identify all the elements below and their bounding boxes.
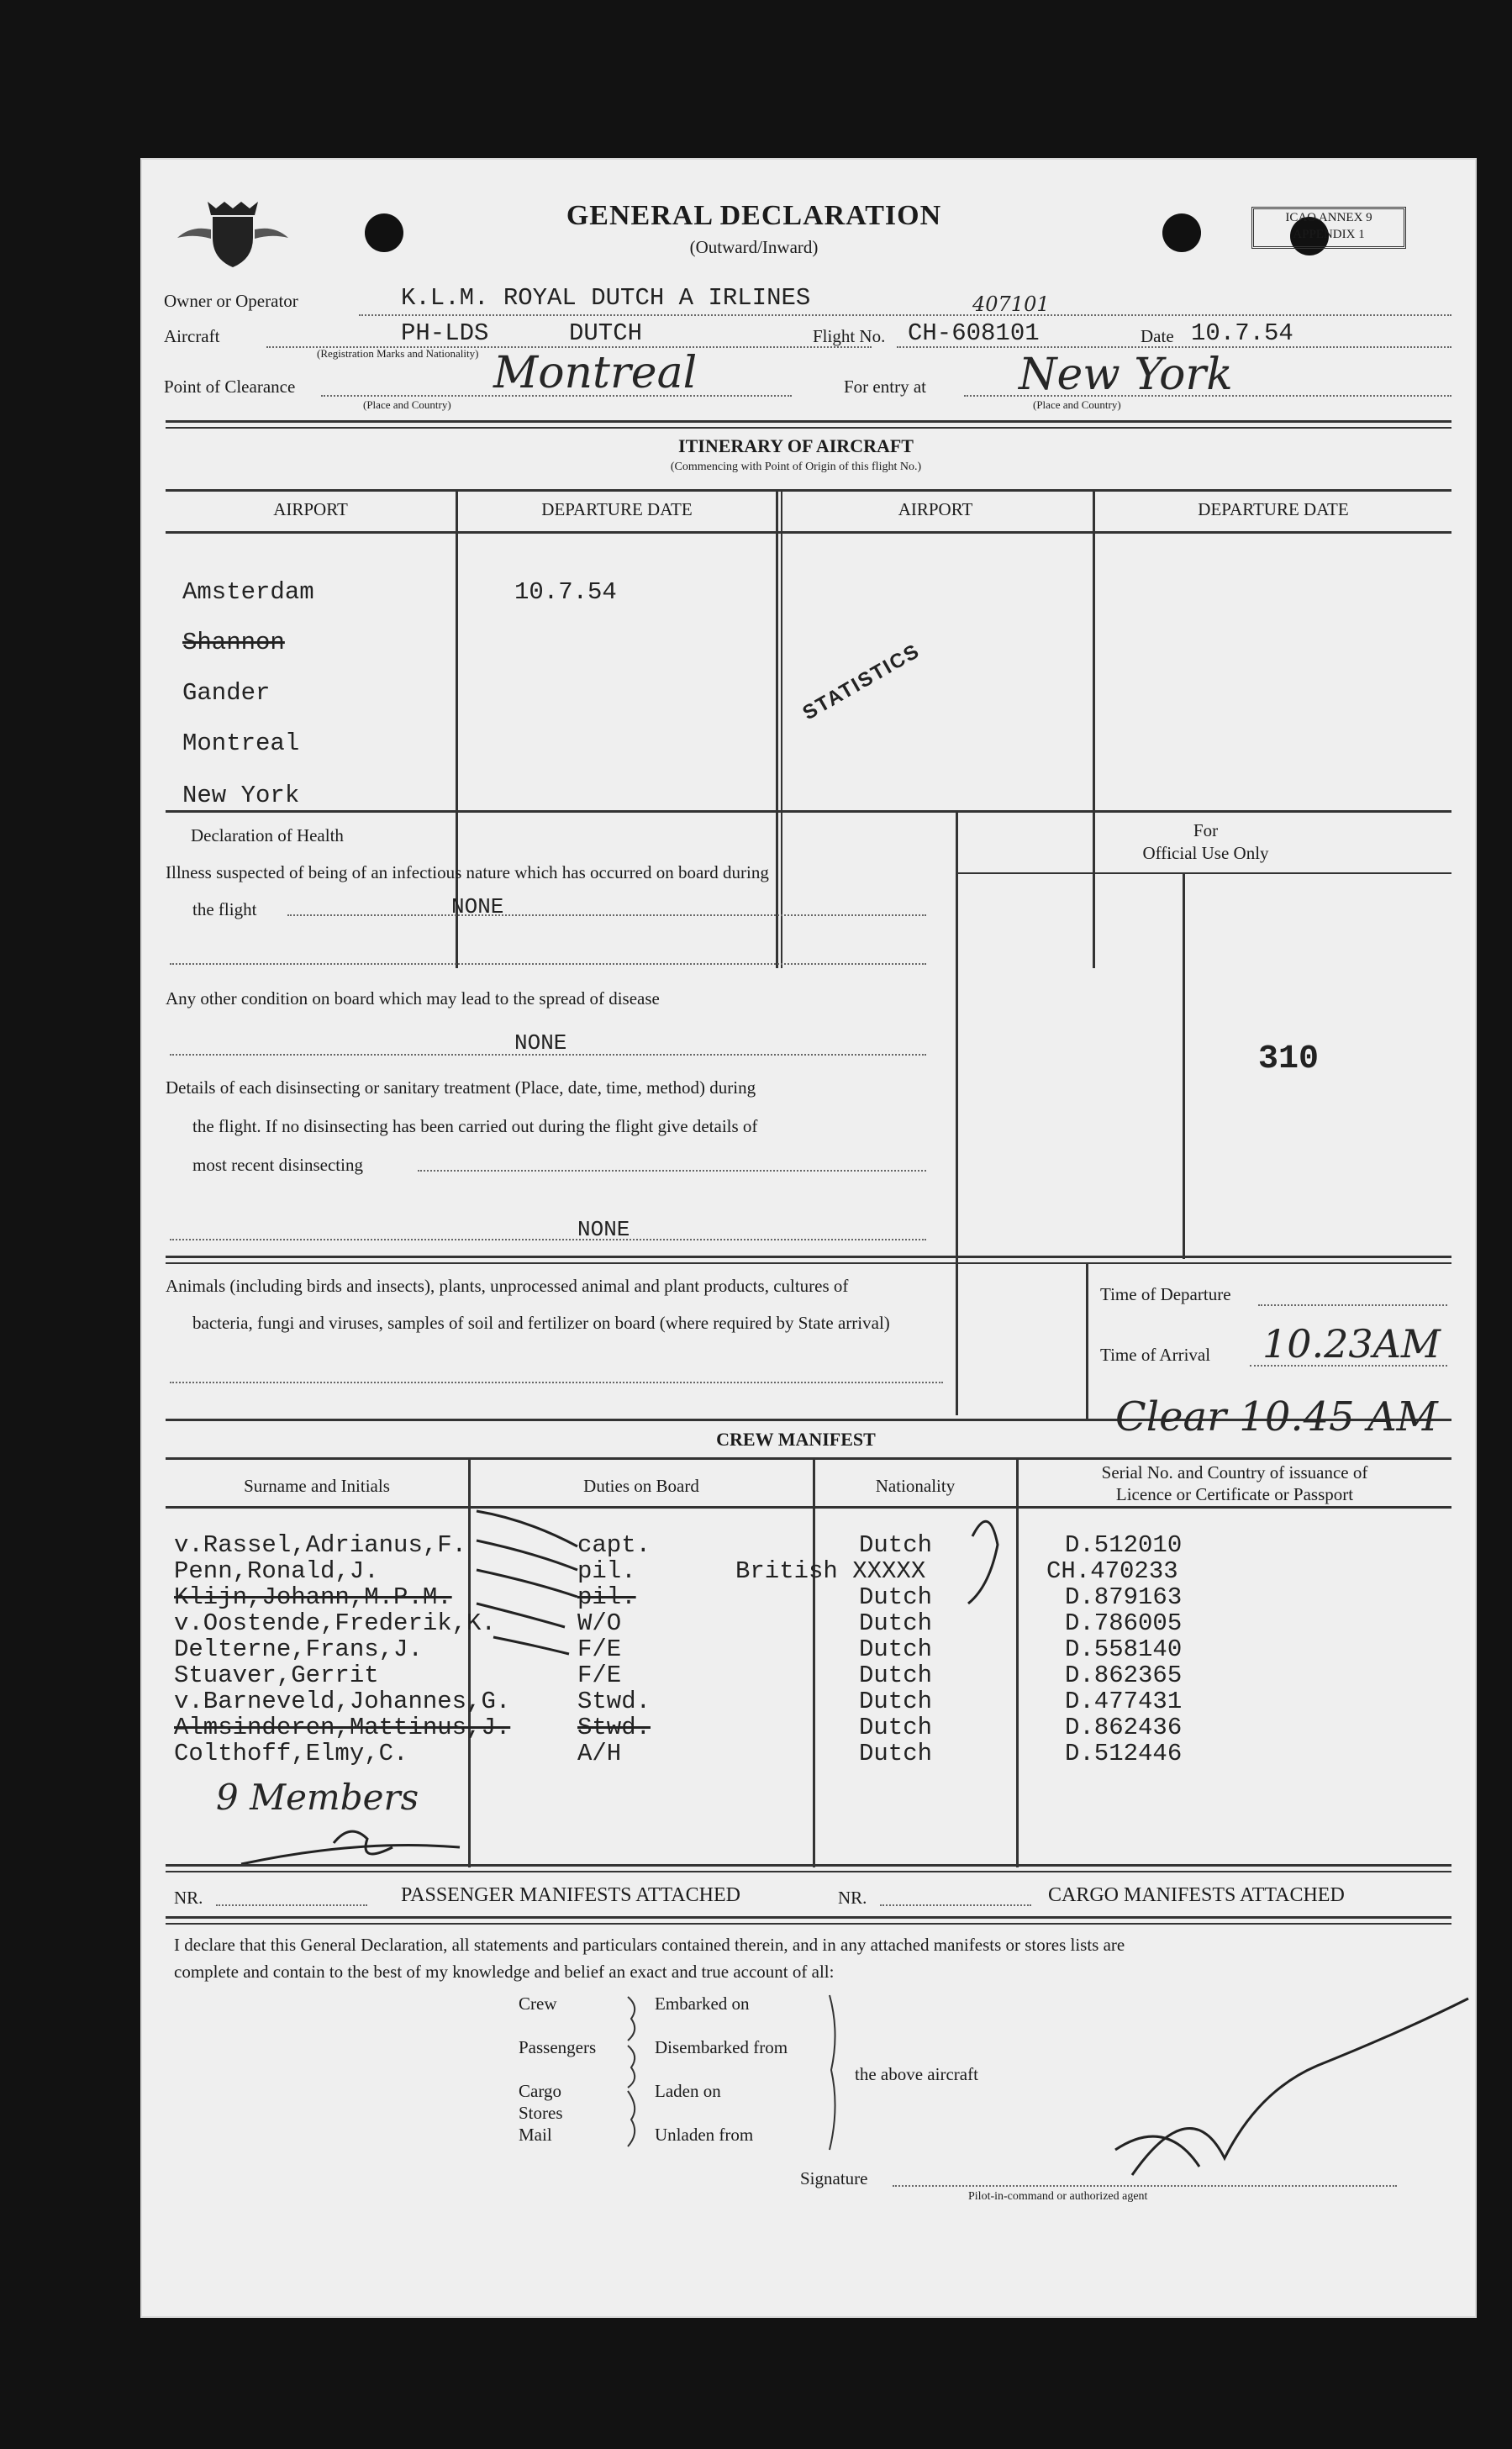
health-title: Declaration of Health [191, 825, 344, 845]
crew-col-nationality: Nationality [875, 1476, 956, 1496]
crew-count-handwritten: 9 Members [216, 1777, 419, 1818]
crew-serial: D.786005 [1065, 1609, 1183, 1637]
itinerary-airport: Montreal [182, 729, 300, 757]
crew-nationality: Dutch [859, 1635, 933, 1663]
signature-caption: Pilot-in-command or authorized agent [968, 2190, 1148, 2203]
crew-duty: A/H [577, 1740, 622, 1767]
crew-duty: F/E [577, 1635, 622, 1663]
crew-col-duties: Duties on Board [583, 1476, 699, 1496]
declaration-action: Unladen from [655, 2125, 754, 2145]
health-a2: NONE [514, 1030, 567, 1056]
crew-serial: D.558140 [1065, 1635, 1183, 1663]
crew-name: Almsinderen,Mattinus,J. [174, 1714, 511, 1741]
aircraft-nationality: DUTCH [569, 319, 643, 347]
declaration-action: Embarked on [655, 1993, 750, 2014]
owner-value: K.L.M. ROYAL DUTCH A IRLINES [401, 284, 811, 312]
crew-duty: Stwd. [577, 1714, 651, 1741]
crew-serial: CH.470233 [1046, 1557, 1178, 1585]
crew-nationality: British XXXXX [735, 1557, 926, 1585]
departure-time-label: Time of Departure [1100, 1284, 1231, 1304]
cargo-nr-label: NR. [838, 1888, 867, 1908]
owner-label: Owner or Operator [164, 291, 298, 311]
date-value: 10.7.54 [1191, 319, 1293, 347]
cargo-manifests: CARGO MANIFESTS ATTACHED [1048, 1884, 1345, 1906]
declaration-item: Mail [519, 2125, 552, 2145]
clearance-value: Montreal [493, 348, 698, 398]
crew-nationality: Dutch [859, 1662, 933, 1689]
flight-handwritten: 407101 [972, 292, 1050, 316]
official-label-2: Official Use Only [1142, 843, 1269, 863]
crew-nationality: Dutch [859, 1609, 933, 1637]
crew-name: v.Barneveld,Johannes,G. [174, 1688, 511, 1715]
entry-label: For entry at [844, 377, 926, 397]
entry-value: New York [1019, 350, 1233, 400]
crew-duty: F/E [577, 1662, 622, 1689]
itinerary-airport: Shannon [182, 629, 285, 656]
declaration-action: Disembarked from [655, 2037, 788, 2057]
crew-serial: D.512010 [1065, 1531, 1183, 1559]
brace-icon [140, 158, 1477, 2318]
health-q2: Any other condition on board which may lead to the spread of disease [166, 988, 660, 1009]
crew-nationality: Dutch [859, 1688, 933, 1715]
official-label-1: For [1193, 820, 1219, 840]
declaration-target: the above aircraft [855, 2064, 978, 2084]
declaration-action: Laden on [655, 2081, 721, 2101]
itinerary-title: ITINERARY OF AIRCRAFT [678, 435, 914, 456]
crew-name: v.Oostende,Frederik,K. [174, 1609, 496, 1637]
crew-nationality: Dutch [859, 1583, 933, 1611]
health-q1b: the flight [192, 899, 257, 919]
crew-col-name: Surname and Initials [244, 1476, 390, 1496]
itinerary-subtitle: (Commencing with Point of Origin of this flight No.) [670, 461, 922, 473]
declaration-item: Passengers [519, 2037, 597, 2057]
col-departure-1: DEPARTURE DATE [541, 499, 693, 519]
clearance-time-note: Clear 10.45 AM [1115, 1393, 1438, 1440]
crew-nationality: Dutch [859, 1740, 933, 1767]
declaration-line1: I declare that this General Declaration, all statements and particulars contained therein, and in any attached manifests or stores lists are [174, 1935, 1125, 1955]
flight-label: Flight No. [813, 326, 886, 346]
clearance-caption: (Place and Country) [363, 398, 451, 411]
crew-duty: pil. [577, 1583, 636, 1611]
itinerary-airport: New York [182, 782, 300, 809]
crew-duty: capt. [577, 1531, 651, 1559]
itinerary-departure-date: 10.7.54 [514, 578, 617, 606]
crew-name: Penn,Ronald,J. [174, 1557, 379, 1585]
flight-value: CH-608101 [908, 319, 1040, 347]
form-title: GENERAL DECLARATION [566, 200, 942, 231]
entry-caption: (Place and Country) [1033, 398, 1121, 411]
aircraft-label: Aircraft [164, 326, 220, 346]
reg-caption: (Registration Marks and Nationality) [317, 347, 479, 360]
crew-nationality: Dutch [859, 1531, 933, 1559]
crew-col-licence: Licence or Certificate or Passport [1115, 1484, 1354, 1504]
crew-serial: D.477431 [1065, 1688, 1183, 1715]
passenger-nr-label: NR. [174, 1888, 203, 1908]
crew-name: Delterne,Frans,J. [174, 1635, 423, 1663]
signature-label: Signature [800, 2168, 868, 2188]
arrival-time-label: Time of Arrival [1100, 1345, 1211, 1365]
crew-serial: D.862436 [1065, 1714, 1183, 1741]
health-q3a: Details of each disinsecting or sanitary treatment (Place, date, time, method) during [166, 1077, 756, 1098]
col-departure-2: DEPARTURE DATE [1198, 499, 1349, 519]
crew-duty: pil. [577, 1557, 636, 1585]
health-a1: NONE [451, 894, 504, 919]
crew-serial: D.879163 [1065, 1583, 1183, 1611]
arrival-time-value: 10.23AM [1262, 1321, 1441, 1367]
clearance-label: Point of Clearance [164, 377, 296, 397]
declaration-item: Cargo [519, 2081, 561, 2101]
animals-line2: bacteria, fungi and viruses, samples of soil and fertilizer on board (where required by State arrival) [192, 1313, 890, 1333]
declaration-item: Crew [519, 1993, 557, 2014]
aircraft-value: PH-LDS [401, 319, 489, 347]
crew-col-serial: Serial No. and Country of issuance of [1101, 1462, 1368, 1483]
crew-serial: D.862365 [1065, 1662, 1183, 1689]
crew-title: CREW MANIFEST [716, 1429, 876, 1450]
col-airport-2: AIRPORT [898, 499, 973, 519]
col-airport-1: AIRPORT [273, 499, 348, 519]
declaration-item: Stores [519, 2103, 563, 2123]
crew-name: Colthoff,Elmy,C. [174, 1740, 408, 1767]
health-q3b: the flight. If no disinsecting has been carried out during the flight give details of [192, 1116, 758, 1136]
crew-name: Stuaver,Gerrit [174, 1662, 379, 1689]
crew-serial: D.512446 [1065, 1740, 1183, 1767]
annex-box: ICAO ANNEX 9 APPENDIX 1 [1251, 207, 1406, 249]
declaration-form [140, 158, 1477, 2318]
form-subtitle: (Outward/Inward) [689, 237, 819, 257]
crew-nationality: Dutch [859, 1714, 933, 1741]
declaration-line2: complete and contain to the best of my knowledge and belief an exact and true account of all: [174, 1962, 835, 1982]
itinerary-airport: Gander [182, 679, 271, 707]
date-label: Date [1141, 326, 1174, 346]
crew-duty: W/O [577, 1609, 622, 1637]
official-number: 310 [1258, 1040, 1320, 1078]
itinerary-airport: Amsterdam [182, 578, 314, 606]
statistics-stamp: STATISTICS [798, 639, 925, 725]
crew-name: Klijn,Johann,M.P.M. [174, 1583, 452, 1611]
health-q1a: Illness suspected of being of an infectious nature which has occurred on board during [166, 862, 769, 882]
health-a3: NONE [577, 1217, 630, 1242]
health-q3c: most recent disinsecting [192, 1155, 363, 1175]
crew-duty: Stwd. [577, 1688, 651, 1715]
passenger-manifests: PASSENGER MANIFESTS ATTACHED [401, 1884, 740, 1906]
crew-name: v.Rassel,Adrianus,F. [174, 1531, 467, 1559]
animals-line1: Animals (including birds and insects), plants, unprocessed animal and plant products, cultures of [166, 1276, 849, 1296]
